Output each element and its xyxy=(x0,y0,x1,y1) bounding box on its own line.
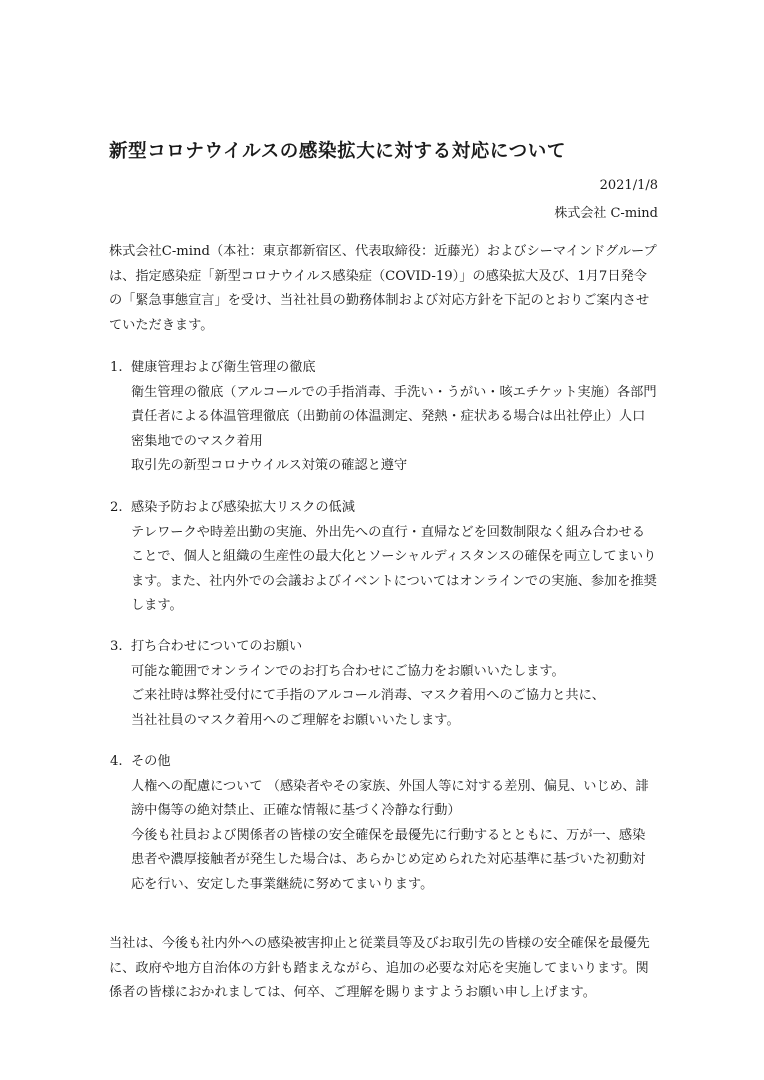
item-number: 3. xyxy=(110,639,123,654)
document-date: 2021/1/8 xyxy=(599,178,658,193)
item-paragraph: 取引先の新型コロナウイルス対策の確認と遵守 xyxy=(131,458,408,473)
item-paragraph: 今後も社員および関係者の皆様の安全確保を最優先に行動するとともに、万が一、感染患者や濃厚接触者が発生した場合は、あらかじめ定められた対応基準に基づいた初動対応を行い、安定した事業継続に努めてまいります。 xyxy=(131,827,646,892)
item-heading: 健康管理および衛生管理の徹底 xyxy=(131,360,316,375)
item-heading: 打ち合わせについてのお願い xyxy=(131,639,303,654)
item-paragraph: 可能な範囲でオンラインでのお打ち合わせにご協力をお願いいたします。 xyxy=(131,663,565,679)
item-number: 1. xyxy=(110,360,123,375)
item-paragraph: 衛生管理の徹底（アルコールでの手指消毒、手洗い・うがい・咳エチケット実施）各部門責任者による体温管理徹底（出勤前の体温測定、発熱・症状ある場合は出社停止）人口密集地でのマスク着用 xyxy=(131,384,657,449)
item-number: 4. xyxy=(110,754,123,769)
item-paragraph: 人権への配慮について （感染者やその家族、外国人等に対する差別、偏見、いじめ、誹謗中傷等の絶対禁止、正確な情報に基づく冷静な行動） xyxy=(131,778,649,818)
company-name: 株式会社 C-mind xyxy=(554,206,658,221)
policy-item-prevention xyxy=(109,496,657,619)
policy-item-health xyxy=(109,356,657,479)
policy-item-meetings xyxy=(109,635,657,733)
item-heading: 感染予防および感染拡大リスクの低減 xyxy=(131,500,355,515)
intro-paragraph: 株式会社C-mind（本社：東京都新宿区、代表取締役：近藤光）およびシーマインドグループは、指定感染症「新型コロナウイルス感染症（COVID-19）」の感染拡大及び、1月7日発令の「緊急事態宣言」を受け、当社社員の勤務体制および対応方針を下記のとおりご案内させていただきます。 xyxy=(109,244,657,333)
item-heading: その他 xyxy=(131,754,171,769)
item-paragraph: 当社社員のマスク着用へのご理解をお願いいたします。 xyxy=(131,712,460,728)
closing-paragraph: 当社は、今後も社内外への感染被害抑止と従業員等及びお取引先の皆様の安全確保を最優先に、政府や地方自治体の方針も踏まえながら、追加の必要な対応を実施してまいります。関係者の皆様におかれましては、何卒、ご理解を賜りますようお願い申し上げます。 xyxy=(109,936,650,1000)
item-number: 2. xyxy=(110,500,123,515)
document-title: 新型コロナウイルスの感染拡大に対する対応について xyxy=(109,141,566,162)
policy-item-other xyxy=(109,750,657,897)
item-paragraph: ご来社時は弊社受付にて手指のアルコール消毒、マスク着用へのご協力と共に、 xyxy=(131,688,605,703)
item-paragraph: テレワークや時差出勤の実施、外出先への直行・直帰などを回数制限なく組み合わせることで、個人と組織の生産性の最大化とソーシャルディスタンスの確保を両立してまいります。また、社内外での会議およびイベントについてはオンラインでの実施、参加を推奨します。 xyxy=(131,524,657,613)
